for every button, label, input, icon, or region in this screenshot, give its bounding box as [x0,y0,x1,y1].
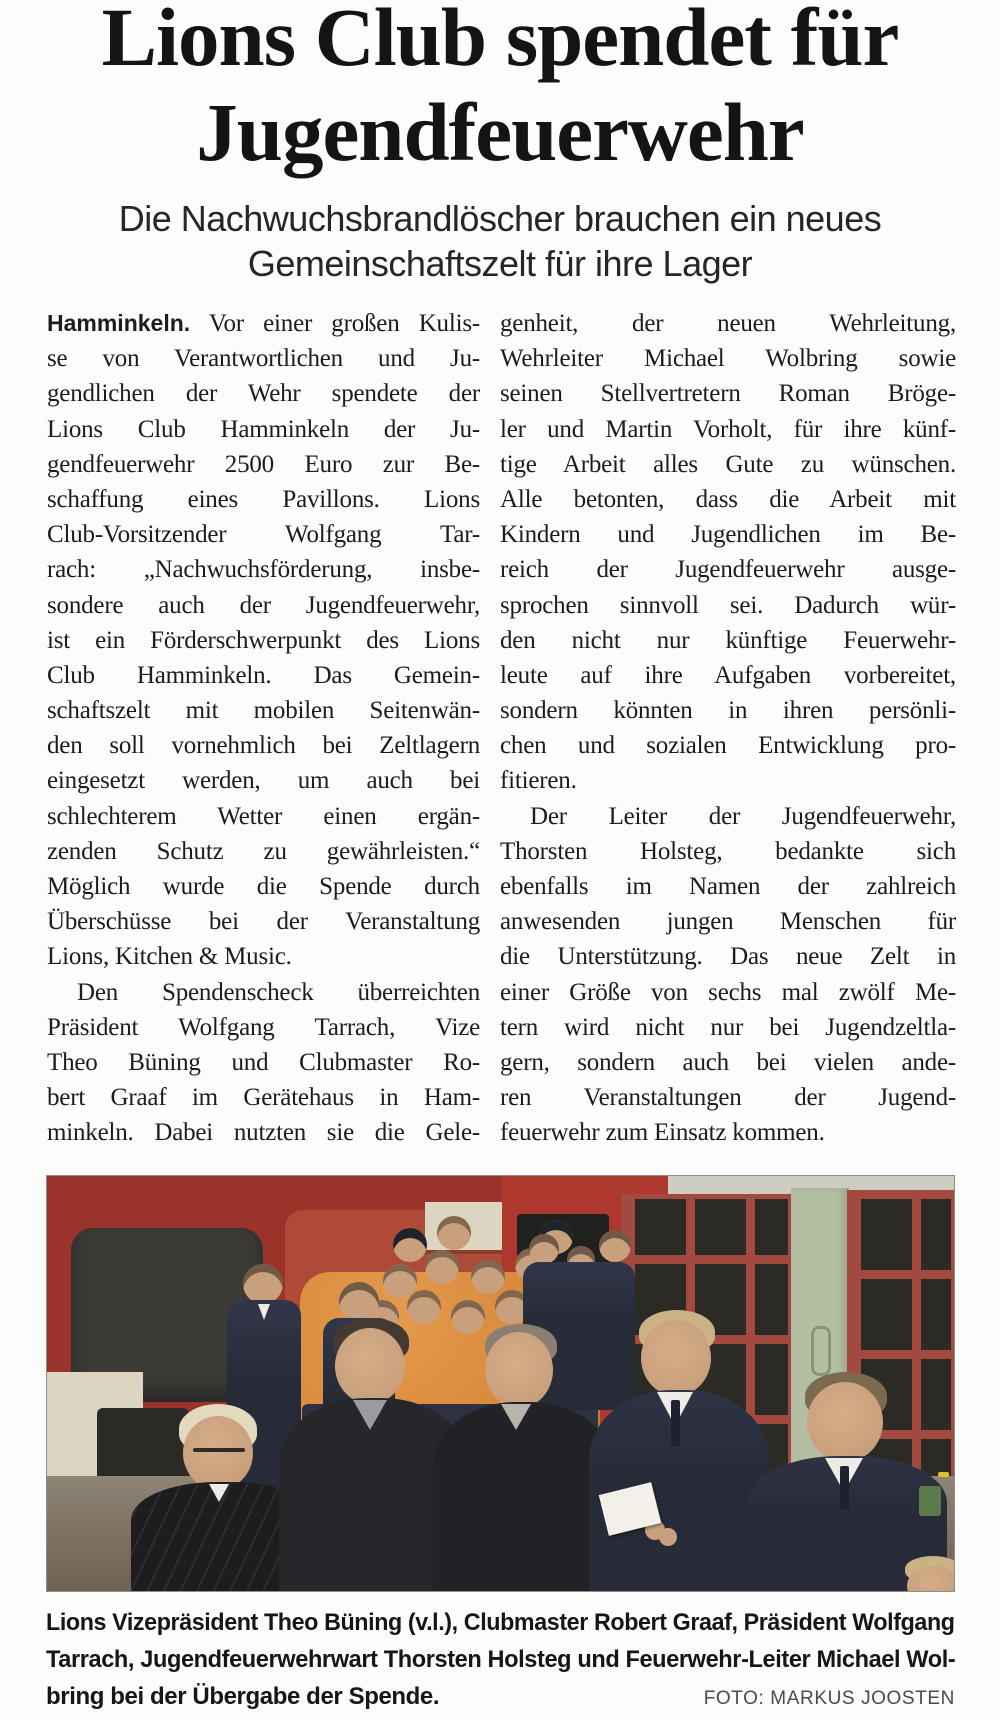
youth-head [437,1216,471,1250]
body-line: Thorsten Holsteg, bedankte sich [500,837,956,865]
body-line: gendlichen der Wehr spendete der [47,380,480,408]
article-column-left [47,306,480,1151]
wolbring-tie [840,1466,849,1510]
body-line: genheit, der neuen Wehrleitung, [500,310,956,337]
body-line: Den Spendenscheck überreichten [77,978,480,1006]
body-line: tige Arbeit alles Gute zu wünschen. [500,450,956,478]
caption-line: Tarrach, Jugendfeuerwehrwart Thorsten Holsteg und Feuerwehr-Leiter Michael Wol- [46,1646,956,1673]
body-line: sondere auch der Jugendfeuerwehr, [47,591,480,619]
body-line: Club Hamminkeln. Das Gemein- [47,661,480,689]
body-line: Der Leiter der Jugendfeuerwehr, [530,802,956,830]
caption-line: Lions Vizepräsident Theo Büning (v.l.), Clubmaster Robert Graaf, Präsident Wolfgang [46,1609,955,1636]
photo-credit: FOTO: MARKUS JOOSTEN [703,1688,955,1709]
buening-glasses [193,1448,245,1452]
body-line: Möglich wurde die Spende durch [47,873,480,900]
body-line: die Unterstützung. Das neue Zelt in [500,943,956,971]
body-line: schaftszelt mit mobilen Seitenwän- [47,697,480,725]
body-line: Lions Club Hamminkeln der Ju- [47,415,480,443]
sleeve-patch [919,1486,941,1516]
body-line: gendfeuerwehr 2500 Euro zur Be- [47,450,480,478]
youth-head-cap [393,1228,427,1262]
body-line: Theo Büning und Clubmaster Ro- [47,1048,480,1076]
holsteg-head [641,1320,711,1396]
caption-text: bring bei der Übergabe der Spende. [46,1683,440,1710]
body-line: reich der Jugendfeuerwehr ausge- [500,556,956,584]
body-line: ren Veranstaltungen der Jugend- [500,1084,956,1112]
officer-head [599,1230,631,1262]
body-line: sprochen sinnvoll sei. Dadurch wür- [500,591,956,619]
officer-head [243,1264,283,1304]
body-line: schaffung eines Pavillons. Lions [47,485,480,513]
graaf-head [335,1328,405,1404]
youth-head [425,1250,459,1284]
youth-head [451,1300,485,1334]
subheadline-line-1: Die Nachwuchsbrandlöscher brauchen ein neues [118,198,882,239]
officer-shirt [258,1304,270,1320]
buening-head [183,1416,253,1490]
body-line: chen und sozialen Entwicklung pro- [500,732,956,760]
officer-head [339,1282,379,1322]
headline-line-2: Jugendfeuerwehr [196,86,804,178]
body-line: den soll vornehmlich bei Zeltlagern [47,732,480,760]
body-line: eingesetzt werden, um auch bei [47,767,480,795]
body-line: ebenfalls im Namen der zahlreich [500,873,956,900]
hand [659,1528,677,1546]
floor-marking [938,1472,949,1477]
body-line: Alle betonten, dass die Arbeit mit [500,485,956,513]
body-line: ler und Martin Vorholt, für ihre künf- [500,415,956,443]
headline-line-1: Lions Club spendet für [101,0,899,83]
subheadline-line-2: Gemeinschaftszelt für ihre Lager [247,243,753,284]
tarrach-head [485,1332,553,1408]
dateline: Hamminkeln. [47,310,191,336]
body-line: seinen Stellvertretern Roman Bröge- [500,380,956,408]
body-line: se von Verantwortlichen und Ju- [47,345,480,373]
body-line: gern, sondern auch bei vielen ande- [500,1048,956,1076]
article-photo [46,1175,955,1592]
body-line: minkeln. Dabei nutzten sie die Gele- [47,1119,480,1147]
body-line: sondern könnten in ihren persönli- [500,697,956,725]
youth-head [407,1290,441,1324]
body-line: Wehrleiter Michael Wolbring sowie [500,345,956,373]
body-line: schlechterem Wetter einen ergän- [47,802,480,830]
youth-head [383,1264,417,1298]
body-line: Kindern und Jugendlichen im Be- [500,521,956,549]
body-line: leute auf ihre Aufgaben vorbereitet, [500,661,956,689]
body-line: ist ein Förderschwerpunkt des Lions [47,626,480,654]
body-line: fitieren. [500,767,577,795]
body-line: Überschüsse bei der Veranstaltung [47,908,480,936]
body-line: anwesenden jungen Menschen für [500,908,956,936]
wolbring-head [807,1382,883,1462]
body-line: rach: „Nachwuchsförderung, insbe- [47,556,480,584]
caption-line [46,1678,955,1717]
body-line: Club-Vorsitzender Wolfgang Tar- [47,521,480,549]
front-man-tarrach [433,1402,613,1592]
article-column-right [500,306,956,1151]
holsteg-tie [671,1400,680,1446]
body-line: tern wird nicht nur bei Jugendzeltla- [500,1013,956,1041]
youth-head [471,1260,505,1294]
body-line: Präsident Wolfgang Tarrach, Vize [47,1013,480,1041]
body-line: feuerwehr zum Einsatz kommen. [500,1119,825,1147]
photo-caption [46,1604,955,1717]
body-line: Lions, Kitchen & Music. [47,943,292,971]
body-line: bert Graaf im Gerätehaus in Ham- [47,1084,480,1112]
officer-head [529,1234,559,1264]
subheadline [0,196,1000,286]
body-line: einer Größe von sechs mal zwölf Me- [500,978,956,1006]
body-line: den nicht nur künftige Feuerwehr- [500,626,956,654]
body-line: zenden Schutz zu gewährleisten.“ [47,837,480,865]
locker-door-handle [811,1326,831,1376]
body-line: Hamminkeln. Vor einer großen Kulis- [47,310,480,337]
headline [0,0,1000,180]
